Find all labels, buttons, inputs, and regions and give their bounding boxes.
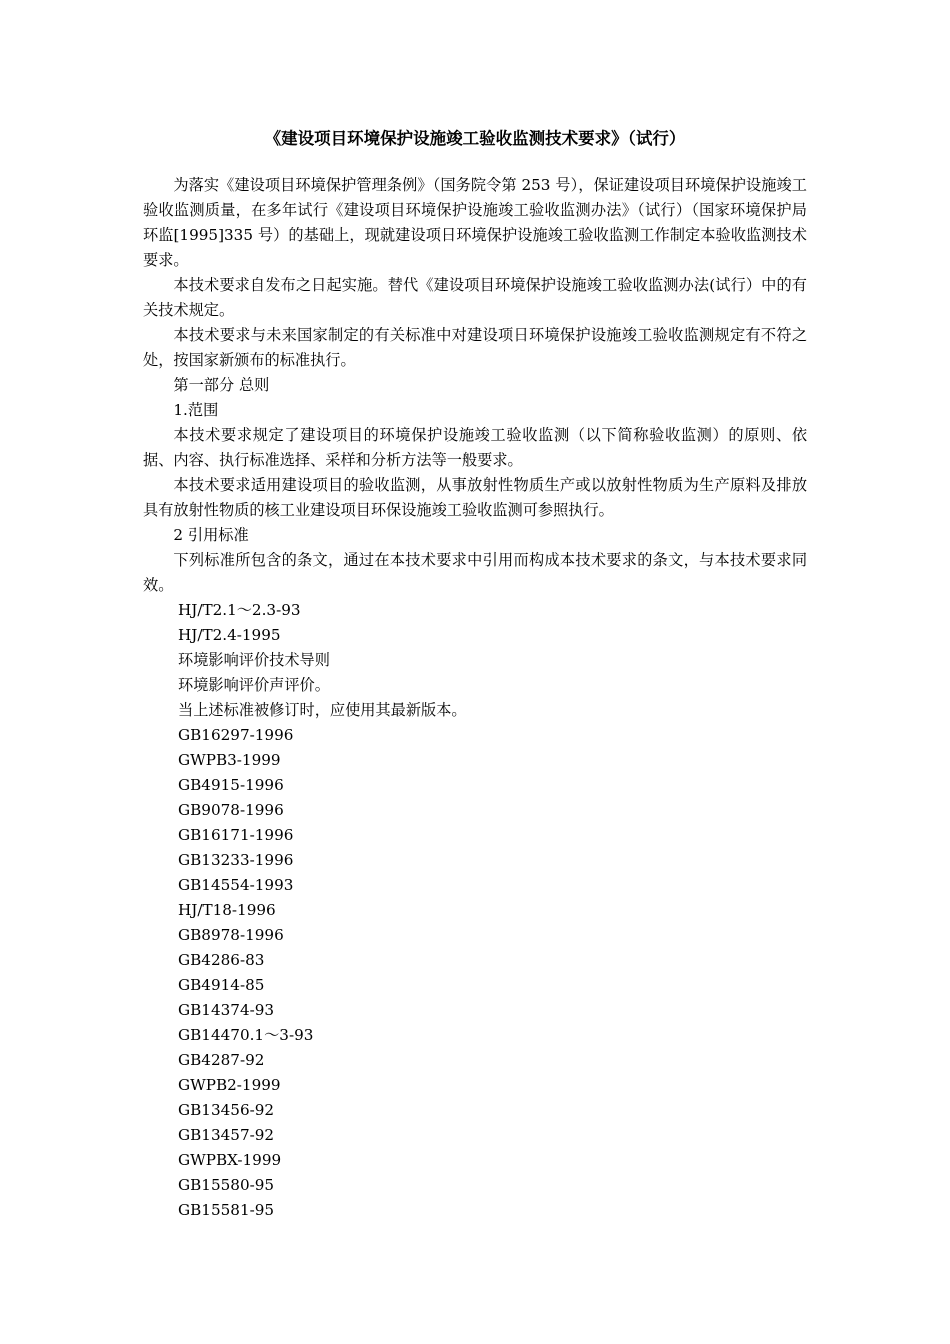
scope-heading: 1.范围: [173, 401, 219, 419]
reference-item: GB9078-1996: [178, 801, 284, 819]
reference-item: GB4287-92: [178, 1051, 265, 1069]
reference-item: GB13233-1996: [178, 851, 294, 869]
reference-item: GB15580-95: [178, 1176, 275, 1194]
reference-item: HJ/T2.4-1995: [178, 626, 281, 644]
reference-item: GB4914-85: [178, 976, 265, 994]
reference-item: HJ/T2.1～2.3-93: [178, 601, 301, 619]
references-heading: 2 引用标准: [173, 526, 249, 544]
reference-item: 环境影响评价声评价。: [178, 676, 330, 694]
reference-item: GB4286-83: [178, 951, 265, 969]
reference-item: GWPB2-1999: [178, 1076, 281, 1094]
reference-item: GWPBX-1999: [178, 1151, 282, 1169]
reference-item: GB14554-1993: [178, 876, 294, 894]
references-intro-paragraph: 下列标准所包含的条文，通过在本技术要求中引用而构成本技术要求的条文，与本技术要求同效。: [143, 551, 807, 594]
reference-item: GB15581-95: [178, 1201, 275, 1219]
reference-item: GB4915-1996: [178, 776, 284, 794]
reference-list: [143, 598, 807, 1223]
reference-item: GB13457-92: [178, 1126, 275, 1144]
reference-item: GB14374-93: [178, 1001, 275, 1019]
reference-item: GB16297-1996: [178, 726, 294, 744]
reference-item: 环境影响评价技术导则: [178, 651, 330, 669]
reference-item: 当上述标准被修订时，应使用其最新版本。: [178, 701, 467, 719]
reference-item: GB16171-1996: [178, 826, 294, 844]
document-body: [143, 173, 807, 1223]
reference-item: GB13456-92: [178, 1101, 275, 1119]
effective-date-paragraph: 本技术要求自发布之日起实施。替代《建设项目环境保护设施竣工验收监测办法(试行）中的有关技术规定。: [143, 276, 807, 319]
reference-item: HJ/T18-1996: [178, 901, 276, 919]
reference-item: GB8978-1996: [178, 926, 284, 944]
applicability-paragraph: 本技术要求适用建设项目的验收监测，从事放射性物质生产或以放射性物质为生产原料及排放具有放射性物质的核工业建设项目环保设施竣工验收监测可参照执行。: [143, 476, 807, 519]
conflict-paragraph: 本技术要求与未来国家制定的有关标准中对建设项日环境保护设施竣工验收监测规定有不符之处，按国家新颁布的标准执行。: [143, 326, 807, 369]
scope-paragraph: 本技术要求规定了建设项目的环境保护设施竣工验收监测（以下简称验收监测）的原则、依据、内容、执行标准选择、采样和分析方法等一般要求。: [143, 426, 807, 469]
reference-item: GWPB3-1999: [178, 751, 281, 769]
intro-paragraph: 为落实《建设项目环境保护管理条例》（国务院令第 253 号），保证建设项目环境保护设施竣工验收监测质量，在多年试行《建设项目环境保护设施竣工验收监测办法》（试行）（国家环境保护局环监[1995]335 号）的基础上，现就建设项日环境保护设施竣工验收监测工作制定本验收监测技术要求。: [143, 176, 807, 269]
part-one-heading: 第一部分 总则: [173, 376, 270, 394]
reference-item: GB14470.1～3-93: [178, 1026, 314, 1044]
document-title: 《建设项目环境保护设施竣工验收监测技术要求》（试行）: [264, 129, 686, 148]
